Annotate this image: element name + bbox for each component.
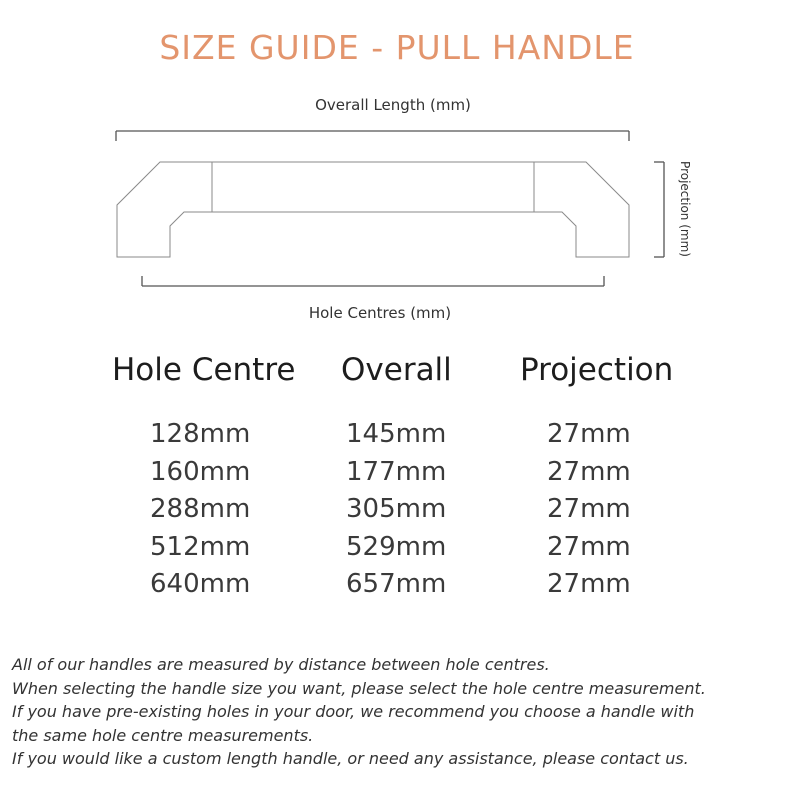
page-title: SIZE GUIDE - PULL HANDLE <box>159 28 635 67</box>
table-cell: 177mm <box>346 456 447 487</box>
note-line: If you would like a custom length handle, or need any assistance, please contact us. <box>12 749 689 769</box>
table-cell: 529mm <box>346 531 447 562</box>
table-cell: 657mm <box>346 569 447 599</box>
column-header: Overall <box>341 352 452 388</box>
column-hole-centre <box>112 352 332 604</box>
overall-length-label: Overall Length (mm) <box>315 96 471 114</box>
note-line: When selecting the handle size you want, please select the hole centre measurement. <box>12 678 706 698</box>
overall-length-bracket <box>116 131 629 141</box>
table-cell: 305mm <box>346 494 447 524</box>
table-cell: 145mm <box>346 419 447 449</box>
projection-label: Projection (mm) <box>678 161 692 257</box>
projection-bracket <box>654 162 664 257</box>
table-cell: 27mm <box>547 531 631 562</box>
column-header: Hole Centre <box>112 352 296 388</box>
hole-centres-label: Hole Centres (mm) <box>308 304 452 322</box>
note-line: If you have pre-existing holes in your door, we recommend you choose a handle with <box>12 702 695 722</box>
column-projection <box>520 352 740 604</box>
notes <box>12 653 792 771</box>
hole-centres-bracket <box>142 276 604 286</box>
column-header: Projection <box>520 352 674 388</box>
table-cell: 27mm <box>547 569 631 599</box>
table-cell: 27mm <box>547 456 631 487</box>
table-cell: 512mm <box>150 531 251 562</box>
handle-outline <box>117 162 629 257</box>
table-cell: 640mm <box>150 569 251 599</box>
note-line: the same hole centre measurements. <box>12 725 314 745</box>
table-cell: 160mm <box>150 456 251 487</box>
table-cell: 27mm <box>547 419 631 449</box>
table-cell: 288mm <box>150 494 251 524</box>
table-cell: 27mm <box>547 494 631 524</box>
note-line: All of our handles are measured by distance between hole centres. <box>12 655 550 674</box>
handle-diagram <box>0 0 794 340</box>
table-cell: 128mm <box>150 419 251 449</box>
